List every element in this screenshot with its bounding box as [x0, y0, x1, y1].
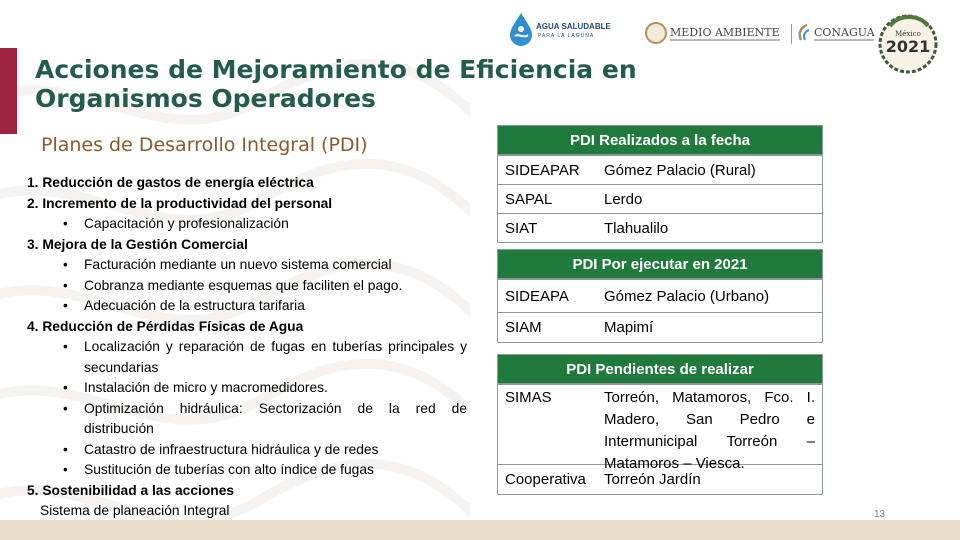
water-drop-icon: [508, 12, 534, 46]
mexico-seal-icon: [645, 22, 667, 44]
actions-list: [27, 173, 467, 522]
footer-strip: [0, 520, 960, 540]
table-row: [498, 184, 822, 213]
page-title: Acciones de Mejoramiento de Eficiencia en Organismos Operadores: [35, 55, 637, 113]
list-bullet-item: • Optimización hidráulica: Sectorización de la red de distribución: [27, 399, 467, 440]
municipio-cell: Torreón Jardín: [604, 471, 701, 488]
table-row: [498, 464, 822, 494]
list-item: Sistema de planeación Integral: [40, 503, 230, 518]
list-heading: 2. Incremento de la productividad del personal: [27, 195, 333, 211]
municipio-cell: Torreón, Matamoros, Fco. I. Madero, San Pedro e Intermunicipal Torreón – Matamoros – Viesca.: [604, 389, 815, 472]
list-bullet-item: • Catastro de infraestructura hidráulica y de redes: [27, 440, 467, 461]
organismo-cell: SIDEAPAR: [505, 162, 580, 179]
medio-logo-name: MEDIO AMBIENTE: [670, 26, 780, 39]
conagua-mark-icon: [797, 24, 811, 42]
municipio-cell: Mapimí: [604, 319, 654, 336]
municipio-cell: Gómez Palacio (Rural): [604, 162, 756, 179]
list-bullet-item: • Localización y reparación de fugas en tuberías principales y secundarias: [27, 337, 467, 378]
table-row: [498, 213, 822, 242]
pdi-pendientes-table: [497, 354, 823, 495]
agua-logo-tagline: PARA LA LAGUNA: [538, 33, 595, 39]
logo-underline: [814, 39, 874, 41]
page-number: 13: [874, 509, 886, 520]
list-bullet-item: • Facturación mediante un nuevo sistema comercial: [27, 255, 467, 276]
svg-text:2021: 2021: [885, 37, 931, 56]
organismo-cell: SIAT: [505, 220, 538, 237]
table-row: [498, 155, 822, 184]
table-header: PDI Pendientes de realizar: [498, 355, 822, 384]
list-bullet-item: • Capacitación y profesionalización: [27, 214, 467, 235]
agua-saludable-logo: [508, 12, 612, 48]
list-bullet-item: • Cobranza mediante esquemas que faciliten el pago.: [27, 276, 467, 297]
municipio-cell: Gómez Palacio (Urbano): [604, 288, 770, 305]
list-heading: 4. Reducción de Pérdidas Físicas de Agua: [27, 318, 304, 334]
conagua-logo-name: CONAGUA: [814, 26, 875, 39]
table-row: [498, 312, 822, 342]
list-bullet-item: • Adecuación de la estructura tarifaria: [27, 296, 467, 317]
organismo-cell: SIMAS: [505, 389, 552, 406]
organismo-cell: SIAM: [505, 319, 542, 336]
pdi-por-ejecutar-table: [497, 249, 823, 343]
section-subtitle: Planes de Desarrollo Integral (PDI): [41, 134, 368, 156]
agua-logo-name: AGUA SALUDABLE: [536, 22, 611, 31]
pdi-realizados-table: [497, 125, 823, 243]
list-heading: 1. Reducción de gastos de energía eléctrica: [27, 175, 314, 190]
table-row: [498, 384, 822, 472]
organismo-cell: SIDEAPA: [505, 288, 569, 305]
list-bullet-item: • Sustitución de tuberías con alto índice de fugas: [27, 460, 467, 481]
list-bullet-item: • Instalación de micro y macromedidores.: [27, 378, 467, 399]
organismo-cell: SAPAL: [505, 191, 553, 208]
mexico-2021-logo: [876, 10, 940, 76]
accent-bar: [0, 48, 17, 134]
list-heading: 3. Mejora de la Gestión Comercial: [27, 236, 248, 252]
logo-underline: [670, 39, 780, 41]
list-heading: 5. Sostenibilidad a las acciones: [27, 482, 235, 498]
municipio-cell: Tlahualilo: [604, 220, 669, 237]
svg-text:México: México: [895, 30, 921, 38]
organismo-cell: Cooperativa: [505, 471, 586, 488]
table-header: PDI Realizados a la fecha: [498, 126, 822, 155]
table-row: [498, 279, 822, 312]
table-header: PDI Por ejecutar en 2021: [498, 250, 822, 279]
logo-divider: [791, 24, 792, 44]
municipio-cell: Lerdo: [604, 191, 643, 208]
